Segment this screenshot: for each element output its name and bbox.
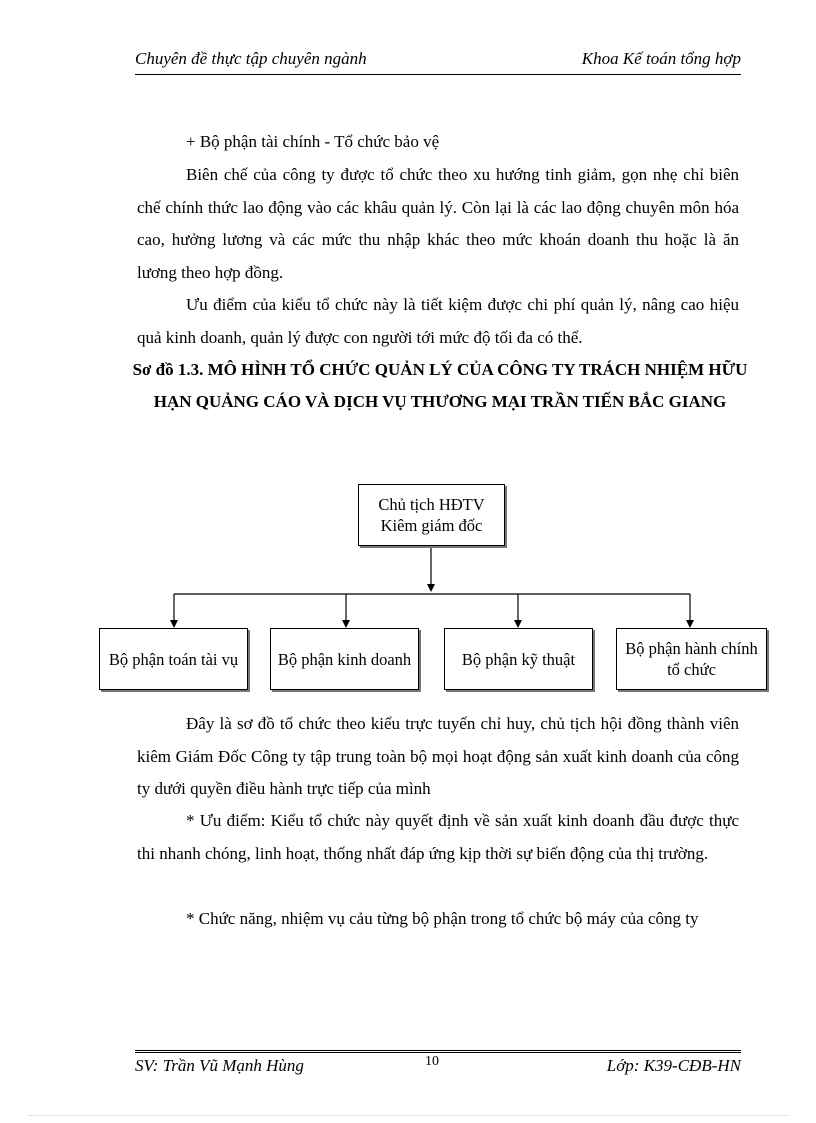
paragraph-chart-description: Đây là sơ đồ tổ chức theo kiểu trực tuyến chỉ huy, chủ tịch hội đồng thành viên kiêm Giám Đốc Công ty tập trung toàn bộ mọi hoạt động sản xuất kinh doanh của công ty dưới quyền điều hành trực tiếp của mình [137,714,739,798]
footer-page-number: 10 [425,1054,439,1069]
page-header [135,48,741,75]
org-box-chairman [358,484,505,546]
page-edge-divider [28,1115,788,1116]
org-box-chairman-line2: Kiêm giám đốc [380,516,483,535]
footer-class-code: Lớp: K39-CĐB-HN [606,1056,741,1075]
paragraph-advantages-cost: Ưu điểm của kiểu tổ chức này là tiết kiệm được chi phí quản lý, nâng cao hiệu quả kinh doanh, quản lý được con người tới mức độ tối đa có thể. [137,295,739,347]
org-box-admin: Bộ phận hành chính tổ chức [616,628,767,690]
paragraph-functions: * Chức năng, nhiệm vụ cảu từng bộ phận trong tổ chức bộ máy của công ty [186,909,699,928]
org-box-chairman-line1: Chủ tịch HĐTV [378,495,485,514]
chart-title: Sơ đồ 1.3. MÔ HÌNH TỔ CHỨC QUẢN LÝ CỦA CÔNG TY TRÁCH NHIỆM HỮU HẠN QUẢNG CÁO VÀ DỊCH VỤ THƯƠNG MẠI TRẦN TIẾN BẮC GIANG [132,360,748,411]
header-course-title: Chuyên đề thực tập chuyên ngành [135,49,367,68]
org-box-finance: Bộ phận toán tài vụ [99,628,248,690]
header-department: Khoa Kế toán tổng hợp [581,49,741,68]
paragraph-finance-department: + Bộ phận tài chính - Tổ chức bảo vệ [186,132,440,151]
org-box-business: Bộ phận kinh doanh [270,628,419,690]
org-box-technical: Bộ phận kỹ thuật [444,628,593,690]
page-footer [135,1050,741,1079]
footer-student-name: SV: Trần Vũ Mạnh Hùng [135,1056,304,1075]
paragraph-staffing: Biên chế của công ty được tổ chức theo xu hướng tinh giảm, gọn nhẹ chỉ biên chế chính thức lao động vào các khâu quản lý. Còn lại là các lao động chuyên môn hóa cao, hưởng lương và các mức thu nhập khác theo mức khoán doanh thu hoặc là ăn lương theo hợp đồng. [137,165,739,282]
paragraph-advantages: * Ưu điểm: Kiểu tổ chức này quyết định về sản xuất kinh doanh đầu được thực thi nhanh chóng, linh hoạt, thống nhất đáp ứng kịp thời sự biến động của thị trường. [137,811,739,863]
